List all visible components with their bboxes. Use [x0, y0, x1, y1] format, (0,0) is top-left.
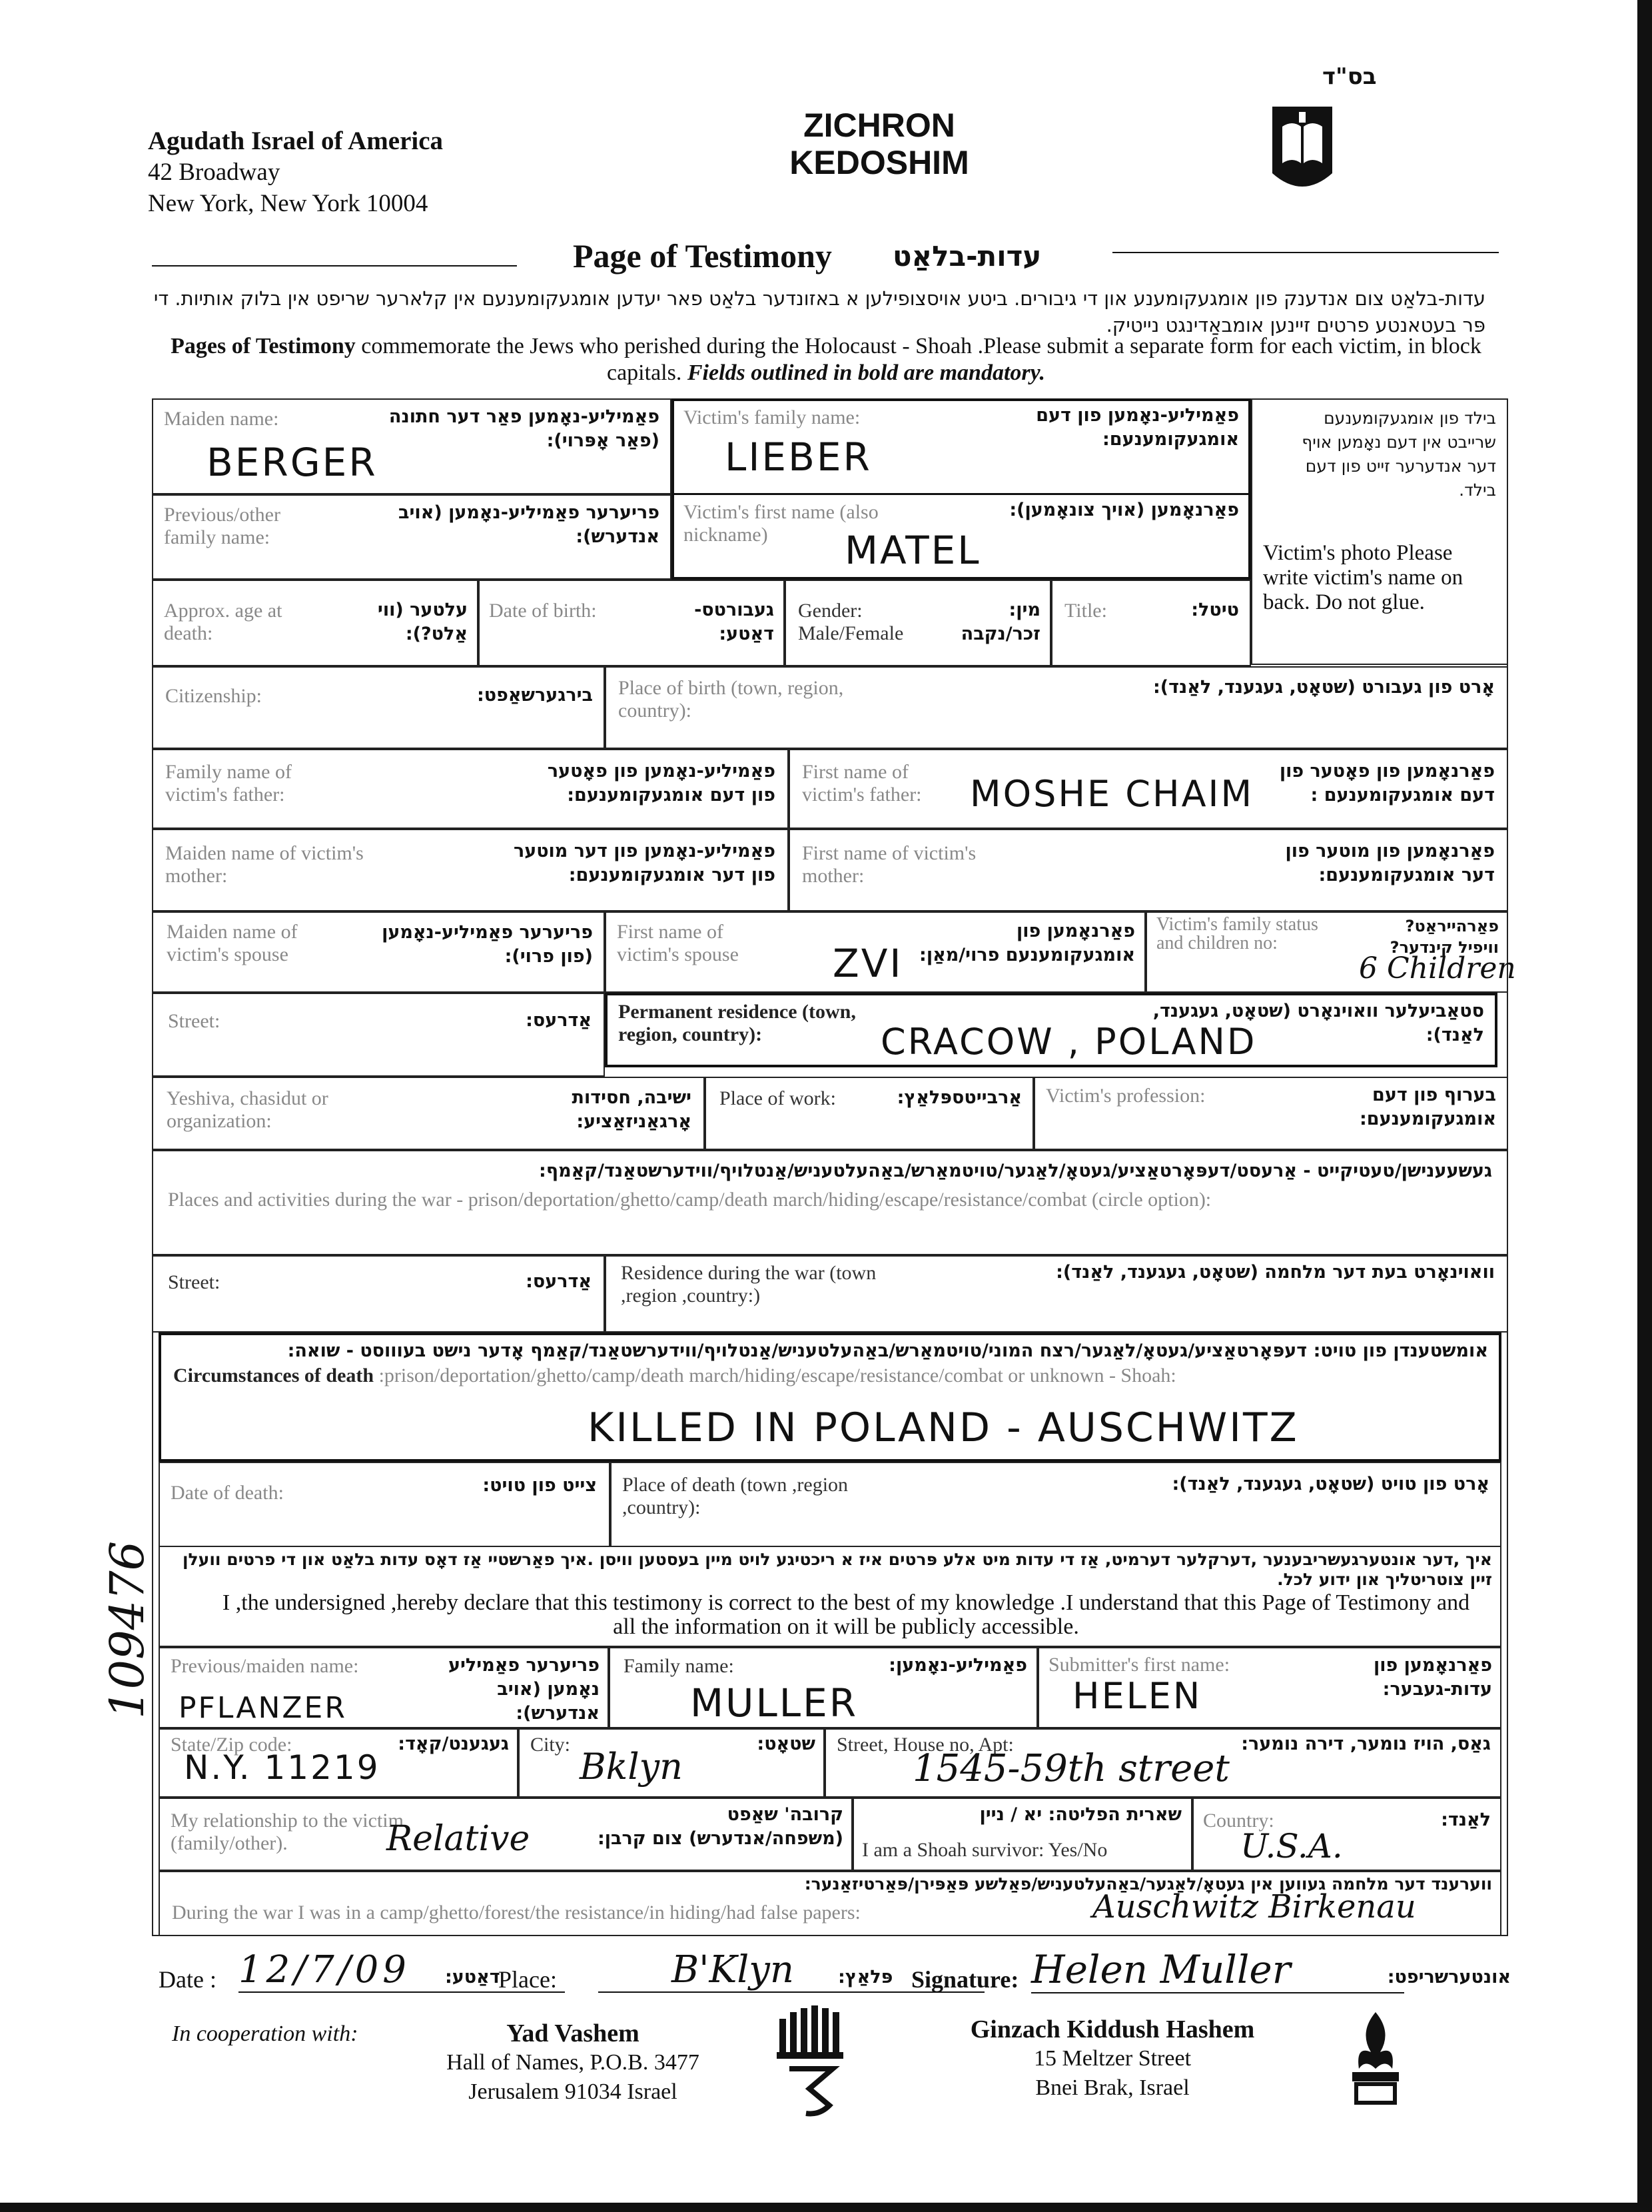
maiden-name-label: Maiden name:: [164, 408, 279, 430]
ginzach-flame-logo-icon: [1339, 2005, 1412, 2112]
mother-first-label: First name of victim's mother:: [802, 842, 977, 887]
war-residence-field[interactable]: [605, 1255, 1508, 1333]
title-label-he: טיטל:: [1191, 600, 1239, 620]
during-war-label: During the war I was in a camp/ghetto/forest/the resistance/in hiding/had false papers:: [172, 1902, 861, 1924]
sub-first-name-field[interactable]: [1038, 1647, 1501, 1728]
yeshiva-label-he: ישיבה, חסידות אָרגאַניזאַציע:: [572, 1087, 691, 1132]
gender-field[interactable]: [785, 580, 1051, 666]
sub-previous-name-field[interactable]: [159, 1647, 609, 1728]
circumstances-value: KILLED IN POLAND - AUSCHWITZ: [588, 1404, 1299, 1451]
relationship-value: Relative: [386, 1819, 530, 1859]
citizenship-label-he: בירגערשאַפט:: [477, 685, 593, 706]
circumstances-label-he: אומשטענדן פון טויט: דעפּאָרטאַציע/געטאָ/לאַגער/רצח המוני/טויטמאַרש/באַהעלטעניש/אַנטלויף/ווידערשטאַנד/קאַמף אָדער נישט בעוווסט - שואה:: [287, 1341, 1488, 1361]
yad-vashem-logo-icon: [773, 2005, 853, 2119]
page-of-testimony-title: Page of Testimony: [573, 237, 832, 275]
spouse-first-label: First name of victim's spouse: [617, 921, 739, 965]
photo-label: Victim's photo Please write victim's name on back. Do not glue.: [1263, 541, 1463, 614]
title-line-2: KEDOSHIM: [789, 144, 969, 181]
relationship-label: My relationship to the victim (family/other).: [171, 1810, 404, 1854]
org-block: [148, 125, 443, 219]
war-residence-label: Residence during the war (town ,region ,country:): [621, 1262, 877, 1307]
sub-family-name-field[interactable]: [609, 1647, 1038, 1728]
state-zip-label-he: געגענט/קאָד:: [398, 1734, 509, 1754]
org-address-1: 42 Broadway: [148, 159, 280, 186]
title-line-1: ZICHRON: [803, 107, 955, 144]
father-first-field[interactable]: [789, 749, 1508, 829]
place-label-he: פּלאַץ:: [838, 1967, 893, 1987]
father-first-label: First name of victim's father:: [802, 761, 922, 806]
state-zip-field[interactable]: [159, 1728, 518, 1798]
survivor-label-he: שארית הפליטה: יא / ניין: [979, 1804, 1182, 1825]
signature-value[interactable]: Helen Muller: [1031, 1947, 1404, 1993]
survivor-label: I am a Shoah survivor: Yes/No: [862, 1839, 1108, 1861]
zichron-kedoshim-logo-icon: [1259, 100, 1346, 200]
gender-label: Gender: Male/Female: [798, 600, 904, 644]
war-places-label-he: געשעענישן/טעטיקייט - אַרעסט/דעפּאָרטאַציע/געטאָ/לאַגער/טויטמאַרש/באַהעלטעניש/אַנטלויף/ווידערשטאַנד/קאַמף:: [539, 1161, 1492, 1181]
birthplace-label-he: אָרט פון געבורט (שטאָט, געגענד, לאַנד):: [1152, 677, 1495, 698]
residence-label: Permanent residence (town, region, country):: [618, 1001, 856, 1045]
sub-previous-value: PFLANZER: [179, 1691, 347, 1725]
mother-maiden-field[interactable]: [152, 829, 789, 911]
ginzach-block: [933, 2015, 1292, 2103]
country-label: Country:: [1203, 1810, 1274, 1832]
survivor-field[interactable]: [853, 1798, 1192, 1871]
family-name-field[interactable]: [671, 398, 1251, 494]
family-status-label-he: פאַרהייראַט? וויפיל קינדער?: [1390, 917, 1499, 957]
first-name-label-he: פאַרנאָמען (אויך צונאָמען):: [1009, 500, 1239, 520]
spouse-maiden-label: Maiden name of victim's spouse: [167, 921, 298, 965]
city-value: Bklyn: [580, 1746, 683, 1788]
circumstances-label-bold: Circumstances of death: [173, 1365, 374, 1386]
family-status-label: Victim's family status and children no:: [1156, 914, 1318, 953]
mother-maiden-label: Maiden name of victim's mother:: [165, 842, 364, 887]
relationship-label-he: קרובה' שאַפט (משפחה/אנדערש) צום קרבן:: [597, 1804, 843, 1849]
org-address-2: New York, New York 10004: [148, 190, 428, 217]
ginzach-address-1: 15 Meltzer Street: [1033, 2046, 1192, 2071]
place-of-death-label-he: אָרט פון טויט (שטאָט, געגענד, לאַנד):: [1172, 1474, 1489, 1494]
residence-label-he: סטאַביעלער וואוינאָרט (שטאָט, געגענד, לאַנד):: [1152, 1001, 1484, 1045]
war-places-label: Places and activities during the war - prison/deportation/ghetto/camp/death march/hiding/escape/resistance/combat (circle option):: [168, 1189, 1212, 1211]
street-house-field[interactable]: [825, 1728, 1501, 1798]
declaration-en: I ,the undersigned ,hereby declare that this testimony is correct to the best of my knowledge .I understand that this Page of Testimony and all the information on it will be publicly accessible.: [222, 1590, 1470, 1639]
sub-previous-label-he: פריערער פאַמיליע נאָמען (אויב אנדערש):: [448, 1655, 600, 1724]
street-house-label-he: גאַס, הויז נומער, דירה נומער:: [1241, 1734, 1491, 1754]
intro-english: [160, 333, 1492, 386]
yeshiva-field[interactable]: [152, 1077, 705, 1150]
dod-label: Date of death:: [171, 1482, 284, 1504]
place-of-death-label: Place of death (town ,region ,country):: [622, 1474, 849, 1518]
date-value[interactable]: 12/7/09: [238, 1948, 565, 1993]
previous-name-field[interactable]: [152, 494, 671, 580]
declaration-block: [159, 1547, 1501, 1647]
sub-previous-label: Previous/maiden name:: [171, 1655, 359, 1677]
workplace-label: Place of work:: [719, 1087, 836, 1109]
war-places-field[interactable]: [152, 1150, 1508, 1255]
spouse-first-value: ZVI: [833, 941, 903, 986]
first-name-field[interactable]: [671, 494, 1251, 580]
org-name: Agudath Israel of America: [148, 127, 444, 155]
title-label: Title:: [1064, 600, 1107, 622]
citizenship-label: Citizenship:: [165, 685, 262, 707]
signature-label: Signature:: [911, 1966, 1019, 1993]
war-residence-label-he: וואוינאָרט בעת דער מלחמה (שטאָט, געגענד, לאַנד):: [1056, 1262, 1495, 1283]
date-label: Date :: [159, 1966, 216, 1993]
first-name-value: MATEL: [845, 528, 981, 573]
gender-label-he: מין: זכר/נקבה: [961, 600, 1040, 644]
dod-label-he: צייט פון טויט:: [482, 1475, 597, 1496]
residence-value: CRACOW , POLAND: [881, 1021, 1257, 1063]
family-name-label-he: פאַמיליע-נאָמען פון דעם אומגעקומענעם:: [1036, 405, 1239, 450]
sub-family-label: Family name:: [623, 1655, 734, 1677]
dob-label-he: געבורטס- דאַטע:: [694, 600, 774, 644]
mother-first-field[interactable]: [789, 829, 1508, 911]
sub-first-label-he: פאַרנאָמען פון עדות-געבער:: [1373, 1655, 1492, 1700]
previous-name-label: Previous/other family name:: [164, 504, 280, 548]
war-street-field[interactable]: [152, 1255, 605, 1333]
family-name-value: LIEBER: [725, 434, 872, 480]
profession-field[interactable]: [1034, 1077, 1508, 1150]
place-of-death-field[interactable]: [610, 1462, 1501, 1547]
place-value[interactable]: B'Klyn: [598, 1948, 985, 1993]
declaration-he: איך ,דער אונטערגעשריבענער ,דערקלער דערמיט, אַז די עדות מיט אלע פּרטים איז א ריכטיגע לויט מיין בעסטען וויסן .איך פאַרשטיי אַז דאָס עדות בלאַט און די פרטים וועלן זיין צוטריטליך און ידוע לכל.: [182, 1550, 1492, 1589]
circumstances-field[interactable]: [159, 1333, 1501, 1462]
page-of-testimony-title-he: עדות-בלאַט: [893, 240, 1042, 273]
spouse-maiden-field[interactable]: [152, 911, 605, 993]
ginzach-address-2: Bnei Brak, Israel: [1035, 2075, 1190, 2100]
maiden-name-value: BERGER: [206, 440, 378, 485]
mother-first-label-he: פאַרנאָמען פון מוטער פון דער אומגעקומענעם:: [1285, 841, 1495, 885]
profession-label-he: בערוף פון דעם אומגעקומענעם:: [1360, 1085, 1496, 1129]
photo-label-he: בילד פון אומגעקומענעם שרייבט אין דעם נאָמען אויף דער אנדערער זייט פון דעם בילד.: [1302, 408, 1496, 500]
dob-label: Date of birth:: [489, 600, 597, 622]
father-family-label: Family name of victim's father:: [165, 761, 292, 806]
yad-vashem-block: [406, 2019, 739, 2107]
sub-family-label-he: פאַמיליע-נאָמען:: [889, 1655, 1027, 1676]
war-street-label: Street:: [168, 1271, 220, 1293]
state-zip-label: State/Zip code:: [171, 1734, 292, 1756]
title-rule-right: [1112, 252, 1499, 253]
street-label-he: אַדרעס:: [526, 1010, 592, 1031]
date-label-he: דאַטע:: [445, 1967, 500, 1987]
circumstances-label: [173, 1365, 1492, 1387]
family-status-value: 6 Children: [1359, 951, 1516, 985]
workplace-label-he: אַרבייטספּלאַץ:: [897, 1087, 1022, 1108]
bsd-mark: בס"ד: [1322, 63, 1377, 90]
yad-vashem-address-2: Jerusalem 91034 Israel: [468, 2079, 677, 2104]
intro-yiddish: עדות-בלאַט צום אנדענק פון אומגעקומענע און די גיבורים. ביטע אויסצופילען א באזונדער בלאַט פאר יעדען אומגעקומענעם אין קלארער שריפט אין בלוק אותיות. די פּר בעטאנטע פרטים זיינען אומבאַדינגט נייטיק.: [153, 287, 1485, 336]
sub-first-value: HELEN: [1072, 1675, 1202, 1717]
ginzach-name: Ginzach Kiddush Hashem: [970, 2015, 1255, 2043]
maiden-name-field[interactable]: [152, 398, 671, 494]
title-rule-left: [152, 265, 517, 267]
place-label: Place:: [498, 1966, 557, 1993]
residence-field[interactable]: [605, 993, 1497, 1067]
dod-field[interactable]: [159, 1462, 610, 1547]
city-field[interactable]: [518, 1728, 825, 1798]
sub-first-label: Submitter's first name:: [1048, 1654, 1230, 1676]
city-label: City:: [530, 1734, 571, 1756]
archive-number-stamp: 109476: [100, 1540, 155, 1719]
relationship-field[interactable]: [159, 1798, 853, 1871]
spouse-maiden-label-he: פריערער פאַמיליע-נאָמען (פון פרוי):: [382, 922, 593, 967]
yeshiva-label: Yeshiva, chasidut or organization:: [167, 1087, 328, 1132]
father-family-field[interactable]: [152, 749, 789, 829]
workplace-field[interactable]: [705, 1077, 1034, 1150]
birthplace-label: Place of birth (town, region, country):: [618, 677, 844, 722]
profession-label: Victim's profession:: [1046, 1085, 1206, 1107]
maiden-name-label-he: פאַמיליע-נאָמען פאַר דער חתונה (פאַר אָפּרוי):: [388, 406, 659, 451]
signature-label-he: אונטערשריפט:: [1387, 1967, 1511, 1987]
mother-maiden-label-he: פאַמיליע-נאָמען פון דער מוטער פון דער אומגעקומענעם:: [513, 841, 775, 885]
zichron-kedoshim-title: [719, 107, 1039, 181]
birthplace-field[interactable]: [605, 666, 1508, 749]
circumstances-label-rest: :prison/deportation/ghetto/camp/death march/hiding/escape/resistance/combat or unknown - Shoah:: [374, 1365, 1176, 1386]
street-field[interactable]: [152, 993, 605, 1077]
cooperation-label: In cooperation with:: [172, 2021, 358, 2046]
sub-family-value: MULLER: [690, 1680, 859, 1726]
intro-en-text: commemorate the Jews who perished during the Holocaust - Shoah .Please submit a separate form for each victim, in block capitals.: [355, 334, 1481, 385]
state-zip-value: N.Y. 11219: [184, 1748, 380, 1787]
citizenship-field[interactable]: [152, 666, 605, 749]
family-status-field[interactable]: [1146, 911, 1516, 993]
war-street-label-he: אַדרעס:: [526, 1271, 592, 1292]
first-name-label: Victim's first name (also nickname): [683, 501, 879, 546]
intro-en-mandatory: Fields outlined in bold are mandatory.: [687, 360, 1045, 385]
age-label-he: עלטער (ווי אַלט?):: [377, 600, 468, 644]
street-label: Street:: [168, 1010, 220, 1032]
street-house-label: Street, House no, Apt:: [837, 1734, 1014, 1756]
yad-vashem-address-1: Hall of Names, P.O.B. 3477: [446, 2050, 699, 2075]
country-field[interactable]: [1192, 1798, 1501, 1871]
father-family-label-he: פאַמיליע-נאָמען פון פאָטער פון דעם אומגעקומענעם:: [547, 761, 775, 806]
father-first-label-he: פאַרנאָמען פון פאָטער פון דעם אומגעקומענעם :: [1279, 761, 1495, 806]
during-war-value: Auschwitz Birkenau: [1092, 1888, 1416, 1926]
spouse-first-field[interactable]: [605, 911, 1146, 993]
during-war-label-he: ווערענד דער מלחמה געווען אין געטאָ/לאַגער/באַהעלטעניש/פאַלשע פּאַפּירן/פּאַרטיזאַנער:: [804, 1874, 1492, 1894]
age-field[interactable]: [152, 580, 478, 666]
street-house-value: 1545-59th street: [913, 1747, 1230, 1790]
family-name-label: Victim's family name:: [683, 406, 861, 428]
yad-vashem-name: Yad Vashem: [506, 2019, 639, 2047]
previous-name-label-he: פריערער פאַמיליע-נאָמען (אויב אנדערש):: [398, 502, 659, 547]
dob-field[interactable]: [478, 580, 785, 666]
title-field[interactable]: [1051, 580, 1251, 666]
father-first-value: MOSHE CHAIM: [970, 773, 1254, 815]
intro-en-bold: Pages of Testimony: [171, 334, 356, 358]
during-war-field[interactable]: [159, 1871, 1501, 1936]
spouse-first-label-he: פאַרנאָמען פון אומגעקומענעם פרוי/מאַן:: [919, 921, 1135, 965]
age-label: Approx. age at death:: [164, 600, 282, 644]
signoff-row: [159, 1945, 1517, 2012]
country-value: U.S.A.: [1240, 1827, 1343, 1866]
city-label-he: שטאָט:: [757, 1734, 815, 1754]
photo-field[interactable]: [1251, 398, 1508, 665]
country-label-he: לאַנד:: [1441, 1810, 1491, 1830]
